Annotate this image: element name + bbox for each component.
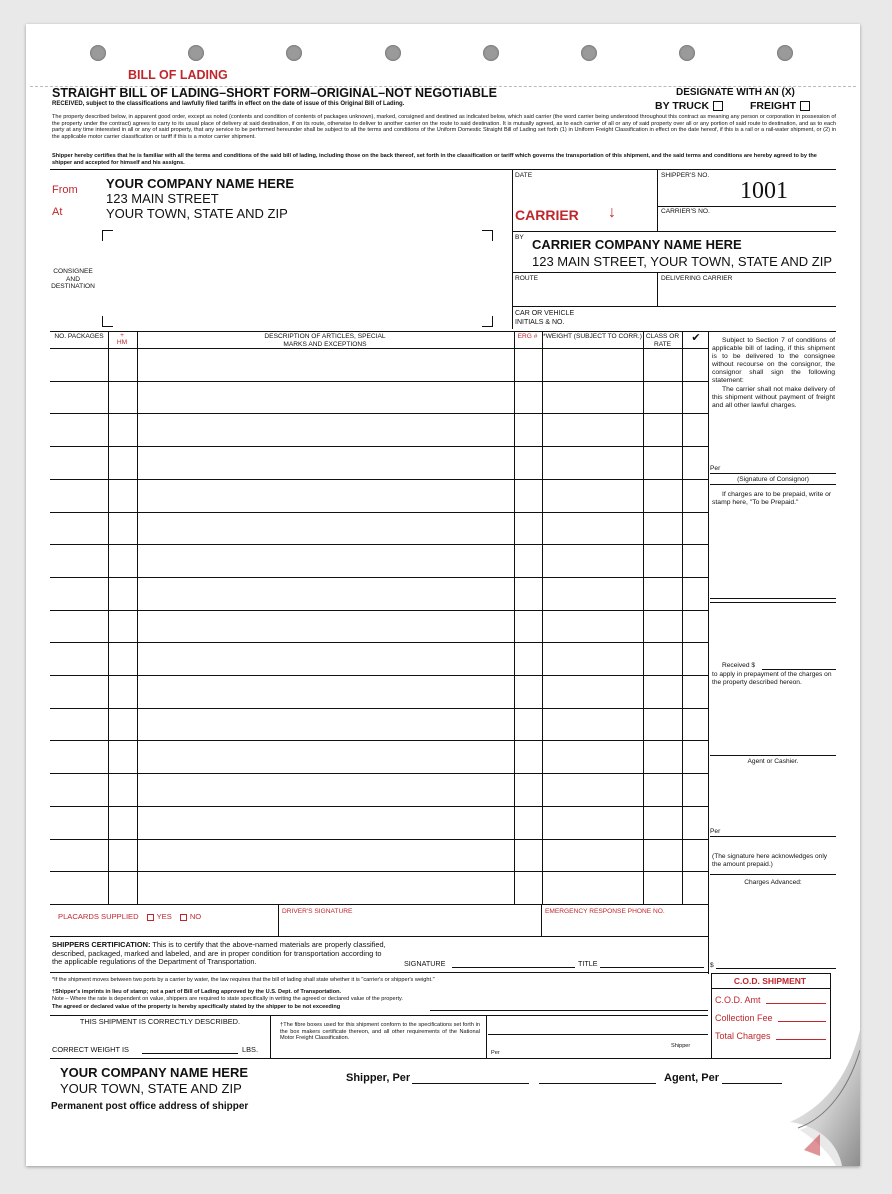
from-label: From [52, 184, 78, 196]
declared-value-line[interactable] [430, 1010, 708, 1011]
freight-label: FREIGHT [750, 100, 797, 112]
form-name: BILL OF LADING [128, 68, 228, 82]
table-row[interactable] [50, 577, 708, 578]
form-title: STRAIGHT BILL OF LADING–SHORT FORM–ORIGINAL–NOT NEGOTIABLE [52, 86, 497, 100]
shippers-no-label: SHIPPER'S NO. [661, 172, 710, 179]
dollar-sign: $ [710, 962, 714, 969]
rule [50, 972, 708, 973]
carrier-statement: The carrier shall not make delivery of this shipment without payment of freight and all other lawful charges. [712, 386, 835, 409]
apply-prepay-text: to apply in prepayment of the charges on the property described hereon. [712, 671, 832, 686]
placards-row [58, 913, 201, 921]
at-label: At [52, 206, 63, 218]
placards-label: PLACARDS SUPPLIED [58, 912, 139, 921]
collection-fee-label: Collection Fee [715, 1013, 773, 1023]
rule [710, 602, 836, 603]
table-row[interactable] [50, 740, 708, 741]
title-label: TITLE [578, 959, 598, 968]
rule [488, 1034, 708, 1035]
certification-text: This is to certify that the above-named materials are properly classified, described, packaged, marked and labeled, and are in proper condition for transportation according to the applicable regulations of the Department of Transportation. [52, 940, 386, 967]
cod-amt-line[interactable] [766, 1003, 826, 1004]
by-truck-option[interactable] [655, 100, 723, 112]
route-label: ROUTE [515, 275, 539, 282]
table-row[interactable] [50, 413, 708, 414]
page-curl-icon [760, 1030, 860, 1166]
rule [50, 1015, 708, 1016]
info-divider [657, 169, 658, 231]
rule [50, 1058, 830, 1059]
section7-text: Subject to Section 7 of conditions of applicable bill of lading, if this shipment is to be delivered to the consignee without recourse on the consignor, the consignor shall sign the following statement: [712, 337, 835, 384]
header-bottom-rule [50, 348, 708, 349]
rule [512, 306, 836, 307]
shippers-no-value: 1001 [740, 178, 788, 204]
cod-title: C.O.D. SHIPMENT [733, 976, 807, 986]
freight-checkbox[interactable] [800, 101, 810, 111]
consignor-signature-caption: (Signature of Consignor) [737, 476, 809, 483]
table-row[interactable] [50, 610, 708, 611]
by-truck-label: BY TRUCK [655, 100, 710, 112]
signature-ack: (The signature here acknowledges only the amount prepaid.) [712, 853, 828, 868]
divider [541, 904, 542, 936]
per-signature-line[interactable] [710, 836, 836, 837]
consignor-signature-line[interactable] [710, 473, 836, 474]
table-row[interactable] [50, 642, 708, 643]
rule [710, 874, 836, 875]
table-top-rule [50, 331, 836, 332]
terms-paragraph: The property described below, in apparent good order, except as noted (contents and condition of contents of packages unknown), marked, consigned and destined as indicated below, which said carrier (the word carrier being understood throughout this contract as meaning any person or corporation in possession of the property under the contract) agrees to carry to its usual place of delivery at said destination, if on its route, otherwise to deliver to another carrier on the route to said destination. It is mutually agreed, as to each carrier of all or any of said property over all or any portion of said route to destination, and as to each party at any time interested in all or any of said property, that any service to be performed hereunder shall be subject to all the terms and conditions of the Uniform Domestic Straight Bill of Lading set forth (1) in Uniform Freight Classification in effect on the date hereof, if this is a rail or a rail-water shipment, or (2) in the applicable motor carrier classification or tariff if this is a motor carrier shipment. [52, 114, 836, 140]
received-line: RECEIVED, subject to the classifications and lawfully filed tariffs in effect on the date of issue of this Original Bill of Lading. [52, 101, 405, 107]
punch-hole [90, 45, 106, 61]
delivering-carrier-label: DELIVERING CARRIER [661, 275, 733, 282]
address-window-corner [102, 230, 113, 241]
imprints-note: †Shipper's imprints in lieu of stamp; not a part of Bill of Lading approved by the U.S. Dept. of Transportation. [52, 989, 342, 995]
charges-advanced: Charges Advanced: [744, 879, 802, 886]
punch-hole [188, 45, 204, 61]
table-column-divider [514, 331, 515, 904]
rule [50, 936, 708, 937]
punch-hole [581, 45, 597, 61]
per-label-2: Per [710, 828, 721, 835]
table-column-divider [682, 331, 683, 904]
lbs-label: LBS. [242, 1045, 259, 1054]
date-label: DATE [515, 172, 533, 179]
received-label: Received $ [722, 662, 755, 669]
by-truck-checkbox[interactable] [713, 101, 723, 111]
col-check-icon: ✔ [691, 332, 701, 344]
table-row[interactable] [50, 512, 708, 513]
car-vehicle-label: CAR OR VEHICLE [515, 310, 575, 317]
punch-hole [777, 45, 793, 61]
freight-option[interactable] [750, 100, 810, 112]
rule [512, 272, 836, 273]
table-row[interactable] [50, 479, 708, 480]
placards-yes-checkbox[interactable] [147, 914, 154, 921]
cod-amt-label: C.O.D. Amt [715, 995, 761, 1005]
carrier-company: CARRIER COMPANY NAME HERE [532, 237, 742, 252]
per-label: Per [710, 465, 721, 472]
table-row[interactable] [50, 871, 708, 872]
col-hm-mark: + [120, 332, 124, 339]
correct-weight-label: CORRECT WEIGHT IS [52, 1045, 129, 1054]
collection-fee-line[interactable] [778, 1021, 826, 1022]
driver-signature-label: DRIVER'S SIGNATURE [282, 908, 353, 915]
shipper-company: YOUR COMPANY NAME HERE [106, 176, 295, 191]
charges-advanced-line[interactable] [716, 968, 836, 969]
placards-no-checkbox[interactable] [180, 914, 187, 921]
divider [486, 1015, 487, 1058]
initials-label: INITIALS & NO. [515, 319, 565, 326]
col-weight-header: *WEIGHT (SUBJECT TO CORR.) [543, 333, 642, 340]
per-label-bottom: Per [491, 1050, 500, 1056]
table-column-divider [108, 331, 109, 904]
shipper-city: YOUR TOWN, STATE AND ZIP [106, 206, 288, 221]
col-erg-header: ERG # [517, 333, 538, 340]
certification-signature-line[interactable] [452, 967, 575, 968]
water-note: *If the shipment moves between two ports by a carrier by water, the law requires that the bill of lading shall state whether it is "carrier's or shipper's weight." [52, 977, 435, 983]
table-row[interactable] [50, 708, 708, 709]
table-row[interactable] [50, 675, 708, 676]
emergency-phone-label: EMERGENCY RESPONSE PHONE NO. [545, 908, 665, 915]
shipper-label-bottom: Shipper [671, 1043, 691, 1049]
table-column-divider [542, 331, 543, 904]
prepaid-note: If charges are to be prepaid, write or stamp here, "To be Prepaid." [712, 491, 832, 506]
designate-label: DESIGNATE WITH AN (X) [676, 87, 795, 98]
shipper-per-line[interactable] [412, 1083, 529, 1084]
rule [711, 988, 830, 989]
punch-hole [385, 45, 401, 61]
table-row[interactable] [50, 806, 708, 807]
col-class-header: CLASS OR RATE [645, 333, 680, 348]
correctly-described: THIS SHIPMENT IS CORRECTLY DESCRIBED. [79, 1017, 241, 1026]
rate-note: Note – Where the rate is dependent on value, shippers are required to state specifically in writing the agreed or declared value of the property. [52, 996, 403, 1002]
by-label: BY [515, 234, 524, 241]
agent-cashier-caption: Agent or Cashier. [747, 758, 799, 765]
rule [657, 206, 836, 207]
footer-city: YOUR TOWN, STATE AND ZIP [60, 1081, 242, 1096]
shipper-certifies: Shipper hereby certifies that he is familiar with all the terms and conditions of the said bill of lading, including those on the back thereof, set forth in the classification or tariff which governs the transportation of this shipment, and the said terms and conditions are hereby agreed to by the shipper and accepted for himself and his assigns. [52, 153, 817, 166]
punch-hole [286, 45, 302, 61]
shipper-per-line-2[interactable] [539, 1083, 656, 1084]
side-panel-divider [708, 331, 709, 974]
divider [270, 1015, 271, 1058]
col-packages-header: NO. PACKAGES [54, 333, 104, 340]
header-rule [50, 169, 836, 170]
agent-per-label: Agent, Per [664, 1072, 720, 1084]
punch-hole [483, 45, 499, 61]
shipper-street: 123 MAIN STREET [106, 191, 219, 206]
placards-no-label: NO [189, 912, 202, 921]
shippers-certification [52, 941, 392, 967]
shipper-per-label: Shipper, Per [346, 1072, 411, 1084]
table-row[interactable] [50, 381, 708, 382]
col-hm-header: HM [116, 339, 128, 346]
address-window-corner [482, 316, 493, 327]
placards-yes-label: YES [156, 912, 172, 921]
certification-title-line[interactable] [600, 967, 704, 968]
rule [512, 231, 836, 232]
carrier-address: 123 MAIN STREET, YOUR TOWN, STATE AND ZIP [532, 254, 833, 269]
table-row[interactable] [50, 839, 708, 840]
total-charges-label: Total Charges [715, 1031, 771, 1041]
agent-cashier-line[interactable] [710, 755, 836, 756]
declared-value-note: The agreed or declared value of the property is hereby specifically stated by the shipper to be not exceeding [52, 1004, 341, 1010]
carrier-label: CARRIER [515, 207, 579, 223]
table-bottom-rule [50, 904, 708, 905]
signature-label: SIGNATURE [404, 959, 446, 968]
info-divider [512, 169, 513, 329]
correct-weight-line[interactable] [142, 1053, 238, 1054]
punch-hole [679, 45, 695, 61]
carrier-arrow-icon: ↓ [608, 204, 616, 221]
col-description-header: DESCRIPTION OF ARTICLES, SPECIAL MARKS AND EXCEPTIONS [264, 333, 386, 348]
consignee-label: CONSIGNEE AND DESTINATION [51, 268, 95, 290]
info-divider [657, 272, 658, 306]
table-row[interactable] [50, 544, 708, 545]
table-row[interactable] [50, 446, 708, 447]
permanent-address-label: Permanent post office address of shipper [51, 1101, 249, 1112]
address-window-corner [482, 230, 493, 241]
carriers-no-label: CARRIER'S NO. [661, 208, 710, 215]
certification-heading: SHIPPERS CERTIFICATION: [52, 940, 151, 949]
rule [710, 598, 836, 599]
table-column-divider [643, 331, 644, 904]
divider [278, 904, 279, 936]
received-amount-line[interactable] [762, 669, 836, 670]
fibre-boxes-note: †The fibre boxes used for this shipment conform to the specifications set forth in the box makers certificate thereon, and all other requirements of the National Motor Freight Classification. [280, 1022, 480, 1042]
table-row[interactable] [50, 773, 708, 774]
rule [710, 484, 836, 485]
footer-company: YOUR COMPANY NAME HERE [60, 1065, 249, 1080]
table-column-divider [137, 331, 138, 904]
address-window-corner [102, 316, 113, 327]
